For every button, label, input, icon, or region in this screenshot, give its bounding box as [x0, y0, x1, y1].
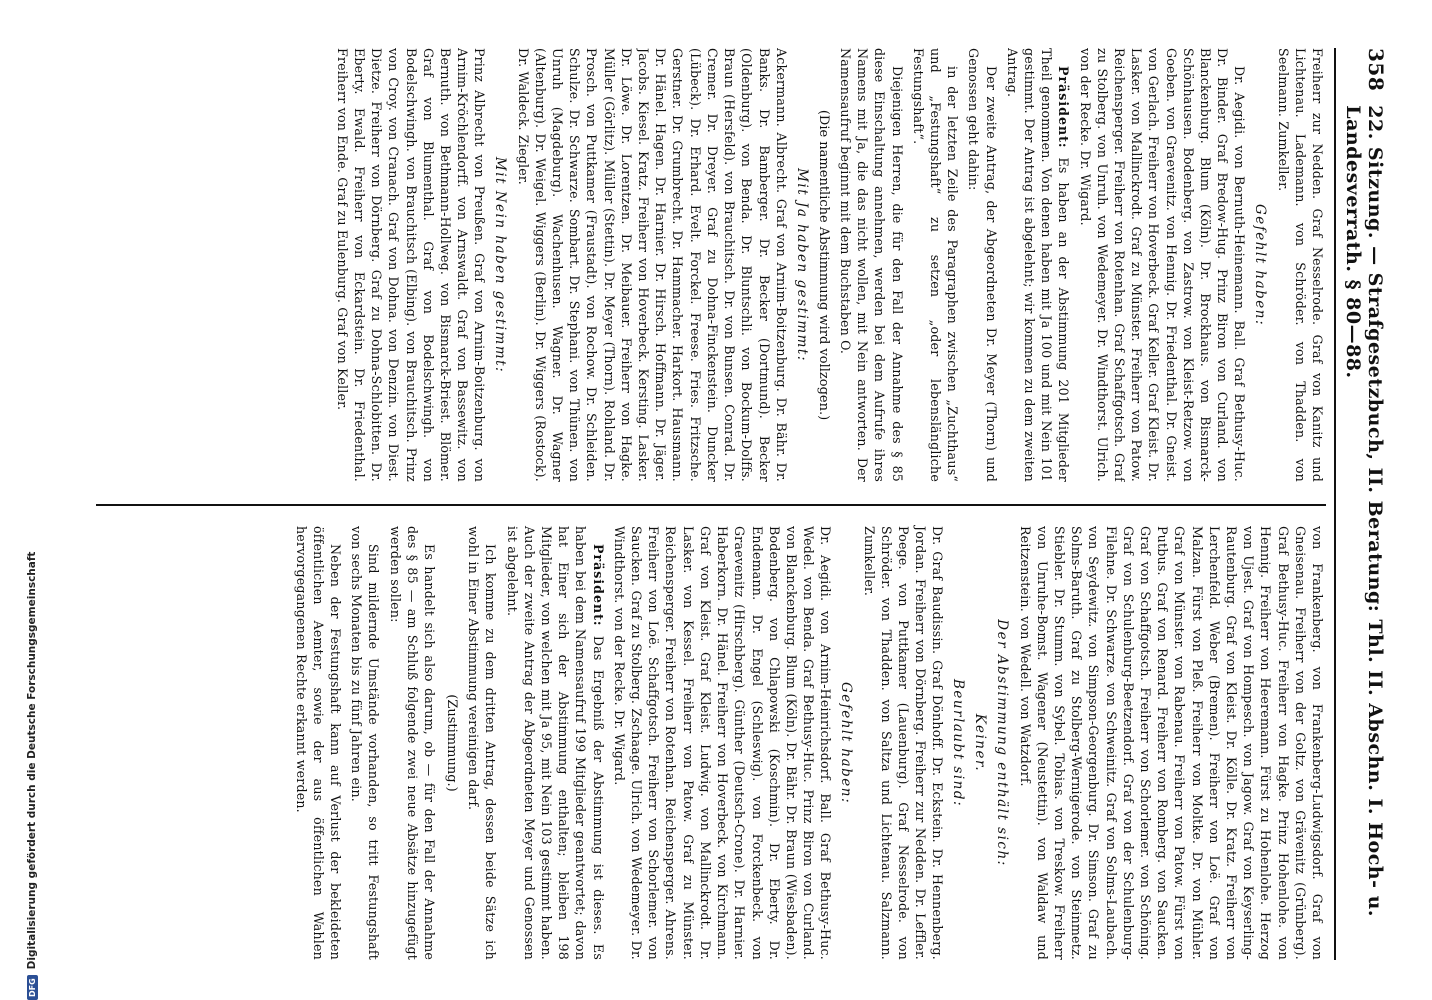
- document-page: [52, 0, 1432, 1000]
- paragraph: Dr. Graf Baudissin. Graf Dönhoff. Dr. Eckstein. Dr. Hennenberg. Jordan. Freiherr von Dörnberg. Freiherr zur Nedden. Dr. Leffler. Poege. von Puttkamer (Lauenburg). Graf Nesselrode. von Schröder. von Thadden. von Saltza und Lichtenau. Salzmann. Zumkeller.: [861, 526, 946, 960]
- paragraph: Ich komme zu dem dritten Antrag, dessen beide Sätze ich wohl in Einer Abstimmung vereinigen darf.: [466, 526, 499, 960]
- procedural-note: (Die namentliche Abstimmung wird vollzogen.): [815, 109, 831, 421]
- paragraph: Ackermann. Albrecht. Graf von Arnim-Boitzenburg. Dr. Bähr. Dr. Banks. Dr. Bamberger. Dr. Becker (Dortmund). Becker (Oldenburg). von Benda. Dr. Bluntschli. von Bockum-Dolffs. Braun (Hersfeld). von Brauchitsch. Dr. von Bunsen. Conrad. Dr. Cremer. Dr. Dreyer. Graf zu Dohna-Finckenstein. Duncker (Lübeck). Dr. Erhard. Evelt. Forckel. Freese. Fries. Fritzsche. Gerstner. Dr. Grumbrecht. Dr. Hammacher. Harkort. Hausmann. Dr. Hänel. Hagen. Dr. Harnier. Dr. Hirsch. Hoffmann. Dr. Jäger. Jacobs. Kiesel. Kratz. Freiherr von Hoverbeck. Kersting. Lasker. Dr. Löwe. Dr. Lorentzen. Dr. Meibauer. Freiherr von Hagke. Müller (Görlitz). Müller (Stettin). Dr. Meyer (Thorn). Rohland. Dr. Prosch. von Puttkamer (Fraustadt). von Rochow. Dr. Schleiden. Schulze. Dr. Schwarze. Sombart. Dr. Stephani. von Thünen. von Unruh (Magdeburg). Wachenhusen. Wagner. Dr. Wagner (Altenburg). Dr. Weigel. Wiggers (Berlin). Dr. Wiggers (Rostock). Dr. Waldeck. Ziegler.: [515, 48, 789, 482]
- procedural-note: (Zustimmung.): [444, 694, 460, 792]
- speaker-label: Präsident:: [1056, 66, 1072, 149]
- paragraph: Neben der Festungshaft kann auf Verlust der bekleideten öffentlichen Aemter, sowie der aus öffentlichen Wahlen hervorgegangenen Rechte erkannt werden.: [293, 526, 344, 960]
- page-title: 22. Sitzung. — Strafgesetzbuch, II. Beratung: Thl. II. Abschn. I. Hoch- u. Landesverrath. § 80—88.: [1342, 105, 1386, 918]
- paragraph: Sind mildernde Umstände vorhanden, so tritt Festungshaft von sechs Monaten bis zu fünf Jahren ein.: [349, 526, 382, 960]
- text-columns: [96, 48, 1326, 960]
- right-column: [96, 504, 1326, 960]
- running-head: [1334, 48, 1388, 960]
- speaker-label: Präsident:: [590, 544, 606, 627]
- paragraph: von Frankenberg. von Frankenberg-Ludwigsdorf. Graf von Gneisenau. Freiherr von der Goltz. von Grävenitz (Grünberg). Graf Bethusy-Huc. Freiherr von Hagke. Prinz Hohenlohe. von Hennig. Freiherr von Heeremann. Fürst zu Hohenlohe. Herzog von Ujest. Graf von Hompesch. von Jagow. Graf von Keyserling-Rautenburg. Graf von Kleist. Dr. Kölle. Dr. Kratz. Freiherr von Lerchenfeld. Weber (Bremen). Freiherr von Loë. Graf von Malzan. Fürst von Pleß. Freiherr von Moltke. Dr. von Mühler. Graf von Münster. von Rabenau. Freiherr von Patow. Fürst von Putbus. Graf von Renard. Freiherr von Romberg. von Saucken. Graf von Schaffgotsch. Freiherr von Schorlemer. von Schöning. Graf von Schulenburg-Beetzendorf. Graf von der Schulenburg-Filehne. Dr. Schwarze. von Schweinitz. Graf von Solms-Laubach. von Seydewitz. von Simpson-Georgenburg. Dr. Simson. Graf zu Solms-Baruth. Graf zu Stolberg-Wernigerode. von Steinmetz. Stiebler. Dr. Stumm. von Sybel. Tobias. von Treskow. Freiherr von Unruhe-Bomst. Wagener (Neustettin). von Waldaw und Reitzenstein. von Wedell. von Watzdorf.: [1017, 526, 1325, 960]
- paragraph: Dr. Aegidi. von Bernuth-Heinemann. Ball. Graf Bethusy-Huc. Dr. Binder. Graf Bredow-Hug. Prinz Biron von Curland. von Blanckenburg. Blum (Köln). Dr. Brockhaus. von Bismarck-Schönhausen. Bodenberg. von Zastrow. von Kleist-Retzow. von Goeben. von Graevenitz. von Hennig. Dr. Friedenthal. Dr. Gneist. von Gerlach. Freiherr von Hoverbeck. Graf Keller. Graf Kleist. Dr. Lasker. von Mallinckrodt. Graf zu Münster. Freiherr von Patow. Reichensperger. Freiherr von Rotenhan. Graf Schaffgotsch. Graf zu Stolberg. von Unruh. von Wedemeyer. Dr. Windthorst. Ulrich. von der Recke. Dr. Wigard.: [1077, 48, 1248, 482]
- section-heading: Gefehlt haben:: [1252, 203, 1269, 327]
- paragraph: [1004, 48, 1073, 482]
- paragraph: Es handelt sich also darum, ob — für den Fall der Annahme des § 85 — am Schluß folgende zwei neue Absätze hinzugefügt werden sollen:: [387, 526, 438, 960]
- section-heading: Mit Nein haben gestimmt:: [492, 156, 509, 374]
- dfg-logo: DFG: [27, 975, 38, 1000]
- digitization-credit: Digitalisierung gefördert durch die Deutsche Forschungsgemeinschaft: [26, 551, 38, 970]
- paragraph: Freiherr zur Nedden. Graf Nesselrode. Graf von Kanitz und Lichtenau. Lademann. von Schröder. von Thadden. von Seelmann. Zumkeller.: [1275, 48, 1325, 482]
- section-heading: Gefehlt haben:: [838, 681, 855, 805]
- section-heading: Der Abstimmung enthält sich:: [994, 619, 1011, 867]
- section-heading: Beurlaubt sind:: [950, 678, 967, 808]
- paragraph: Prinz Albrecht von Preußen. Graf von Arnim-Boitzenburg. von Arnim-Kröchlendorff. von Arnswaldt. Graf von Bassewitz. von Bernuth. von Bethmann-Hollweg. von Bismarck-Briest. Blömer. Graf von Blumenthal. Graf von Bodelschwingh. von Bodelschwingh. von Brauchitsch (Elbing). von Brauchitsch. Prinz von Croy. von Cranach. Graf von Dohna. von Denzin. von Diest. Dietze. Freiherr von Dörnberg. Graf zu Dohna-Schlobitten. Dr. Eberty. Ewald. Freiherr von Eckardstein. Dr. Friedenthal. Freiherr von Ende. Graf zu Eulenburg. Graf von Keller.: [334, 48, 488, 482]
- section-heading: Mit Ja haben gestimmt:: [793, 168, 810, 362]
- paragraph: [503, 526, 606, 960]
- paragraph: in der letzten Zeile des Paragraphen zwischen „Zuchthaus“ und „Festungshaft“ zu setzen „oder lebenslängliche Festungshaft“.: [910, 48, 961, 482]
- page-number: 358: [1364, 48, 1388, 92]
- paragraph: Der zweite Antrag, der Abgeordneten Dr. Meyer (Thorn) und Genossen geht dahin:: [966, 48, 999, 482]
- speech-text: Das Ergebniß der Abstimmung ist dieses. Es haben bei dem Namensaufruf 199 Mitglieder geantwortet; davon hat Einer sich der Abstimmung enthalten; bleiben 198 Mitglieder, von welchen mit Ja 95, mit Nein 103 gestimmt haben. Auch der zweite Antrag der Abgeordneten Meyer und Genossen ist abgelehnt.: [504, 526, 606, 960]
- paragraph: Diejenigen Herren, die für den Fall der Annahme des § 85 diese Einschaltung annehmen, werden bei dem Aufrufe ihres Namens mit Ja, die das nicht wollen, mit Nein antworten. Der Namensaufruf beginnt mit dem Buchstaben O.: [837, 48, 905, 482]
- paragraph: Dr. Aegidi. von Arnim-Heinrichsdorf. Ball. Graf Bethusy-Huc. Wedel. von Benda. Graf Bethusy-Huc. Prinz Biron von Curland. von Blanckenburg. Blum (Köln). Dr. Bähr. Dr. Braun (Wiesbaden). Bodenberg. von Chlapowski (Koschmin). Dr. Eberty. Dr. Endemann. Dr. Engel (Schleswig). von Forckenbeck. von Graevenitz (Hirschberg). Günther (Deutsch-Crone). Dr. Harnier. Haberkorn. Dr. Hänel. Freiherr von Hoverbeck. von Kirchmann. Graf von Kleist. Graf Kleist. Ludwig. von Mallinckrodt. Dr. Lasker. von Kessel. Freiherr von Patow. Graf zu Münster. Reichensperger. Freiherr von Rotenhan. Reichensperger. Ahrens. Freiherr von Loë. Schaffgotsch. Freiherr von Schorlemer. von Saucken. Graf zu Stolberg. Zschaage. Ulrich. von Wedemeyer. Dr. Windthorst. von der Recke. Dr. Wigard.: [611, 526, 834, 960]
- speech-text: Es haben an der Abstimmung 201 Mitglieder Theil genommen. Von denen haben mit Ja 100 und mit Nein 101 gestimmt. Der Antrag ist abgelehnt; wir kommen zu dem zweiten Antrag.: [1004, 48, 1072, 482]
- left-column: [96, 48, 1326, 482]
- digitization-footer: [0, 0, 38, 1000]
- section-subheading: Keiner.: [972, 713, 989, 773]
